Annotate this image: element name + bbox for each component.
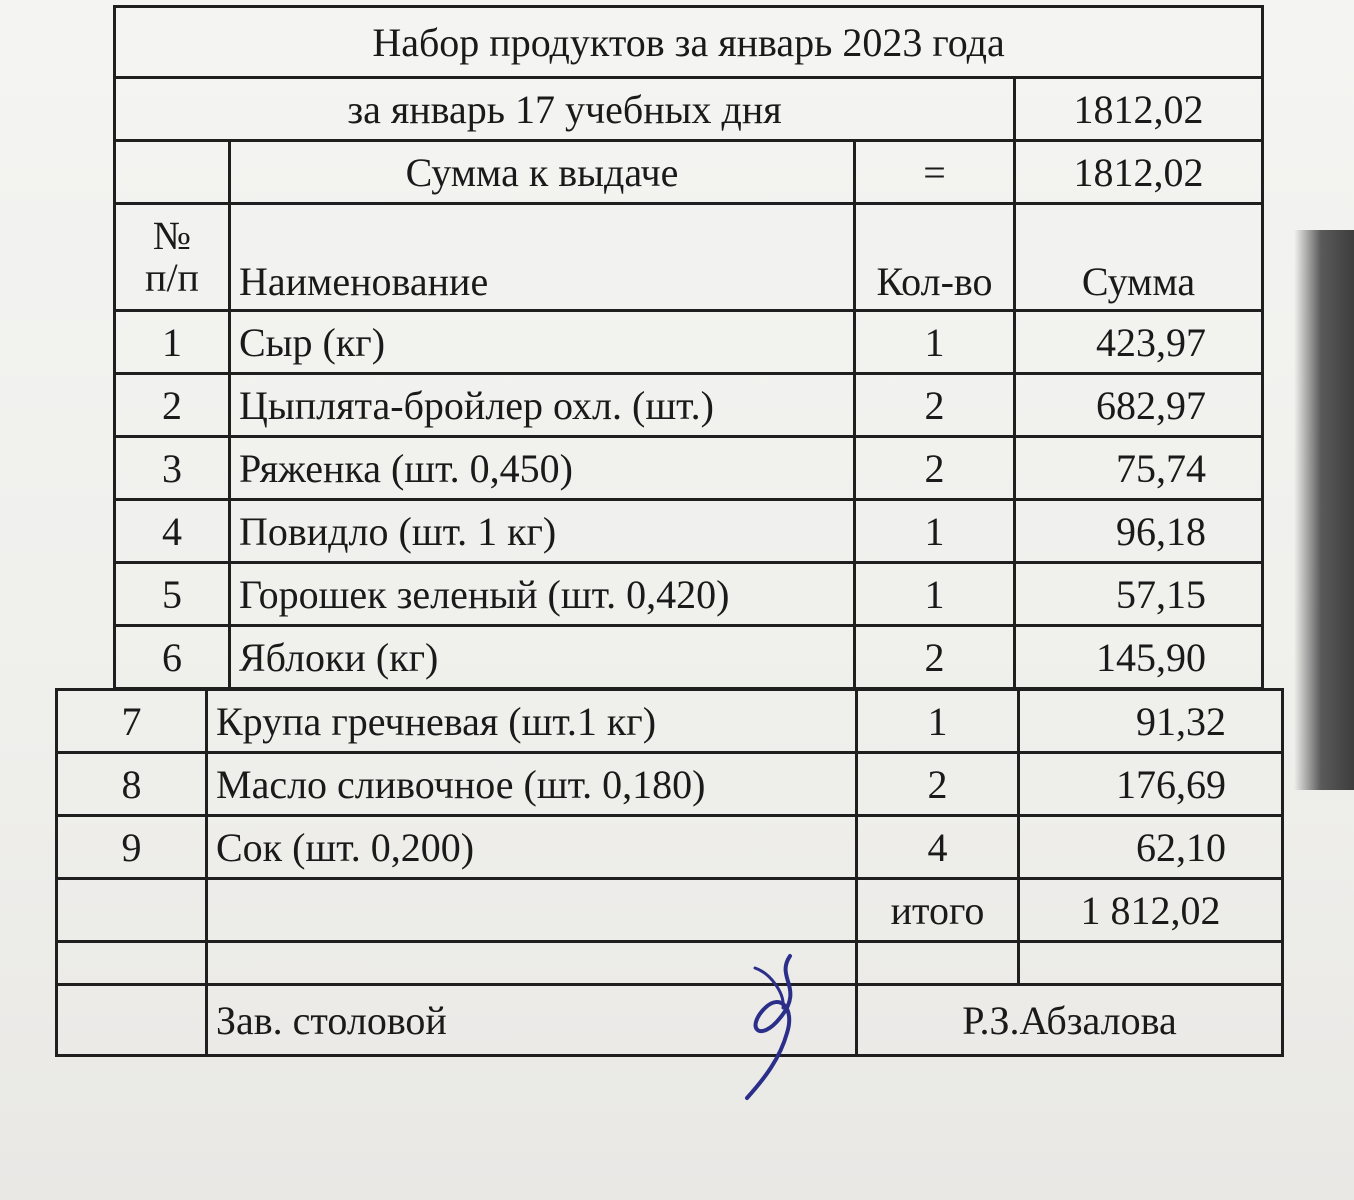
item-qty: 2 [855, 626, 1015, 689]
total-label: итого [857, 879, 1019, 942]
days-label: за январь 17 учебных дня [115, 78, 1015, 141]
item-num: 8 [57, 753, 207, 816]
signature-mark [735, 948, 815, 1108]
title-row [115, 7, 1263, 78]
item-num: 9 [57, 816, 207, 879]
item-name: Крупа гречневая (шт.1 кг) [207, 690, 857, 753]
header-num-symbol: № [152, 213, 192, 258]
header-name: Наименование [230, 204, 855, 311]
payout-row [115, 141, 1263, 204]
item-sum: 423,97 [1015, 311, 1263, 374]
table-row [115, 626, 1263, 689]
empty-cell [1019, 942, 1283, 985]
item-qty: 2 [855, 437, 1015, 500]
item-name: Горошек зеленый (шт. 0,420) [230, 563, 855, 626]
item-sum: 91,32 [1019, 690, 1283, 753]
empty-row [57, 942, 1283, 985]
item-num: 1 [115, 311, 230, 374]
item-sum: 62,10 [1019, 816, 1283, 879]
background-edge [1294, 230, 1354, 790]
item-name: Сок (шт. 0,200) [207, 816, 857, 879]
total-empty-name [207, 879, 857, 942]
products-table-continued [55, 688, 1284, 1057]
total-value: 1 812,02 [1019, 879, 1283, 942]
total-empty-num [57, 879, 207, 942]
table-row [115, 500, 1263, 563]
item-num: 4 [115, 500, 230, 563]
payout-label: Сумма к выдаче [230, 141, 855, 204]
item-qty: 2 [857, 753, 1019, 816]
item-sum: 145,90 [1015, 626, 1263, 689]
table-title: Набор продуктов за январь 2023 года [115, 7, 1263, 78]
item-name: Сыр (кг) [230, 311, 855, 374]
item-name: Масло сливочное (шт. 0,180) [207, 753, 857, 816]
days-row [115, 78, 1263, 141]
empty-cell [857, 942, 1019, 985]
table-row [57, 690, 1283, 753]
table-row [57, 753, 1283, 816]
header-row [115, 204, 1263, 311]
table-row [115, 563, 1263, 626]
table-row [115, 437, 1263, 500]
item-num: 6 [115, 626, 230, 689]
header-qty: Кол-во [855, 204, 1015, 311]
item-qty: 4 [857, 816, 1019, 879]
item-name: Яблоки (кг) [230, 626, 855, 689]
item-qty: 1 [857, 690, 1019, 753]
footer-empty-cell [57, 985, 207, 1056]
header-num [115, 204, 230, 311]
empty-cell [57, 942, 207, 985]
item-name: Цыплята-бройлер охл. (шт.) [230, 374, 855, 437]
table-row [57, 816, 1283, 879]
item-num: 3 [115, 437, 230, 500]
days-value: 1812,02 [1015, 78, 1263, 141]
table-row [115, 374, 1263, 437]
item-num: 5 [115, 563, 230, 626]
item-num: 2 [115, 374, 230, 437]
item-sum: 75,74 [1015, 437, 1263, 500]
footer-row [57, 985, 1283, 1056]
item-name: Повидло (шт. 1 кг) [230, 500, 855, 563]
item-qty: 1 [855, 311, 1015, 374]
footer-person: Р.З.Абзалова [857, 985, 1283, 1056]
item-qty: 2 [855, 374, 1015, 437]
item-sum: 682,97 [1015, 374, 1263, 437]
products-table [113, 5, 1264, 690]
header-num-pp: п/п [145, 255, 199, 300]
item-sum: 176,69 [1019, 753, 1283, 816]
item-sum: 96,18 [1015, 500, 1263, 563]
payout-value: 1812,02 [1015, 141, 1263, 204]
header-sum: Сумма [1015, 204, 1263, 311]
total-row [57, 879, 1283, 942]
payout-sign: = [855, 141, 1015, 204]
item-sum: 57,15 [1015, 563, 1263, 626]
item-num: 7 [57, 690, 207, 753]
footer-position: Зав. столовой [207, 985, 857, 1056]
item-qty: 1 [855, 563, 1015, 626]
payout-empty-cell [115, 141, 230, 204]
table-row [115, 311, 1263, 374]
item-qty: 1 [855, 500, 1015, 563]
item-name: Ряженка (шт. 0,450) [230, 437, 855, 500]
